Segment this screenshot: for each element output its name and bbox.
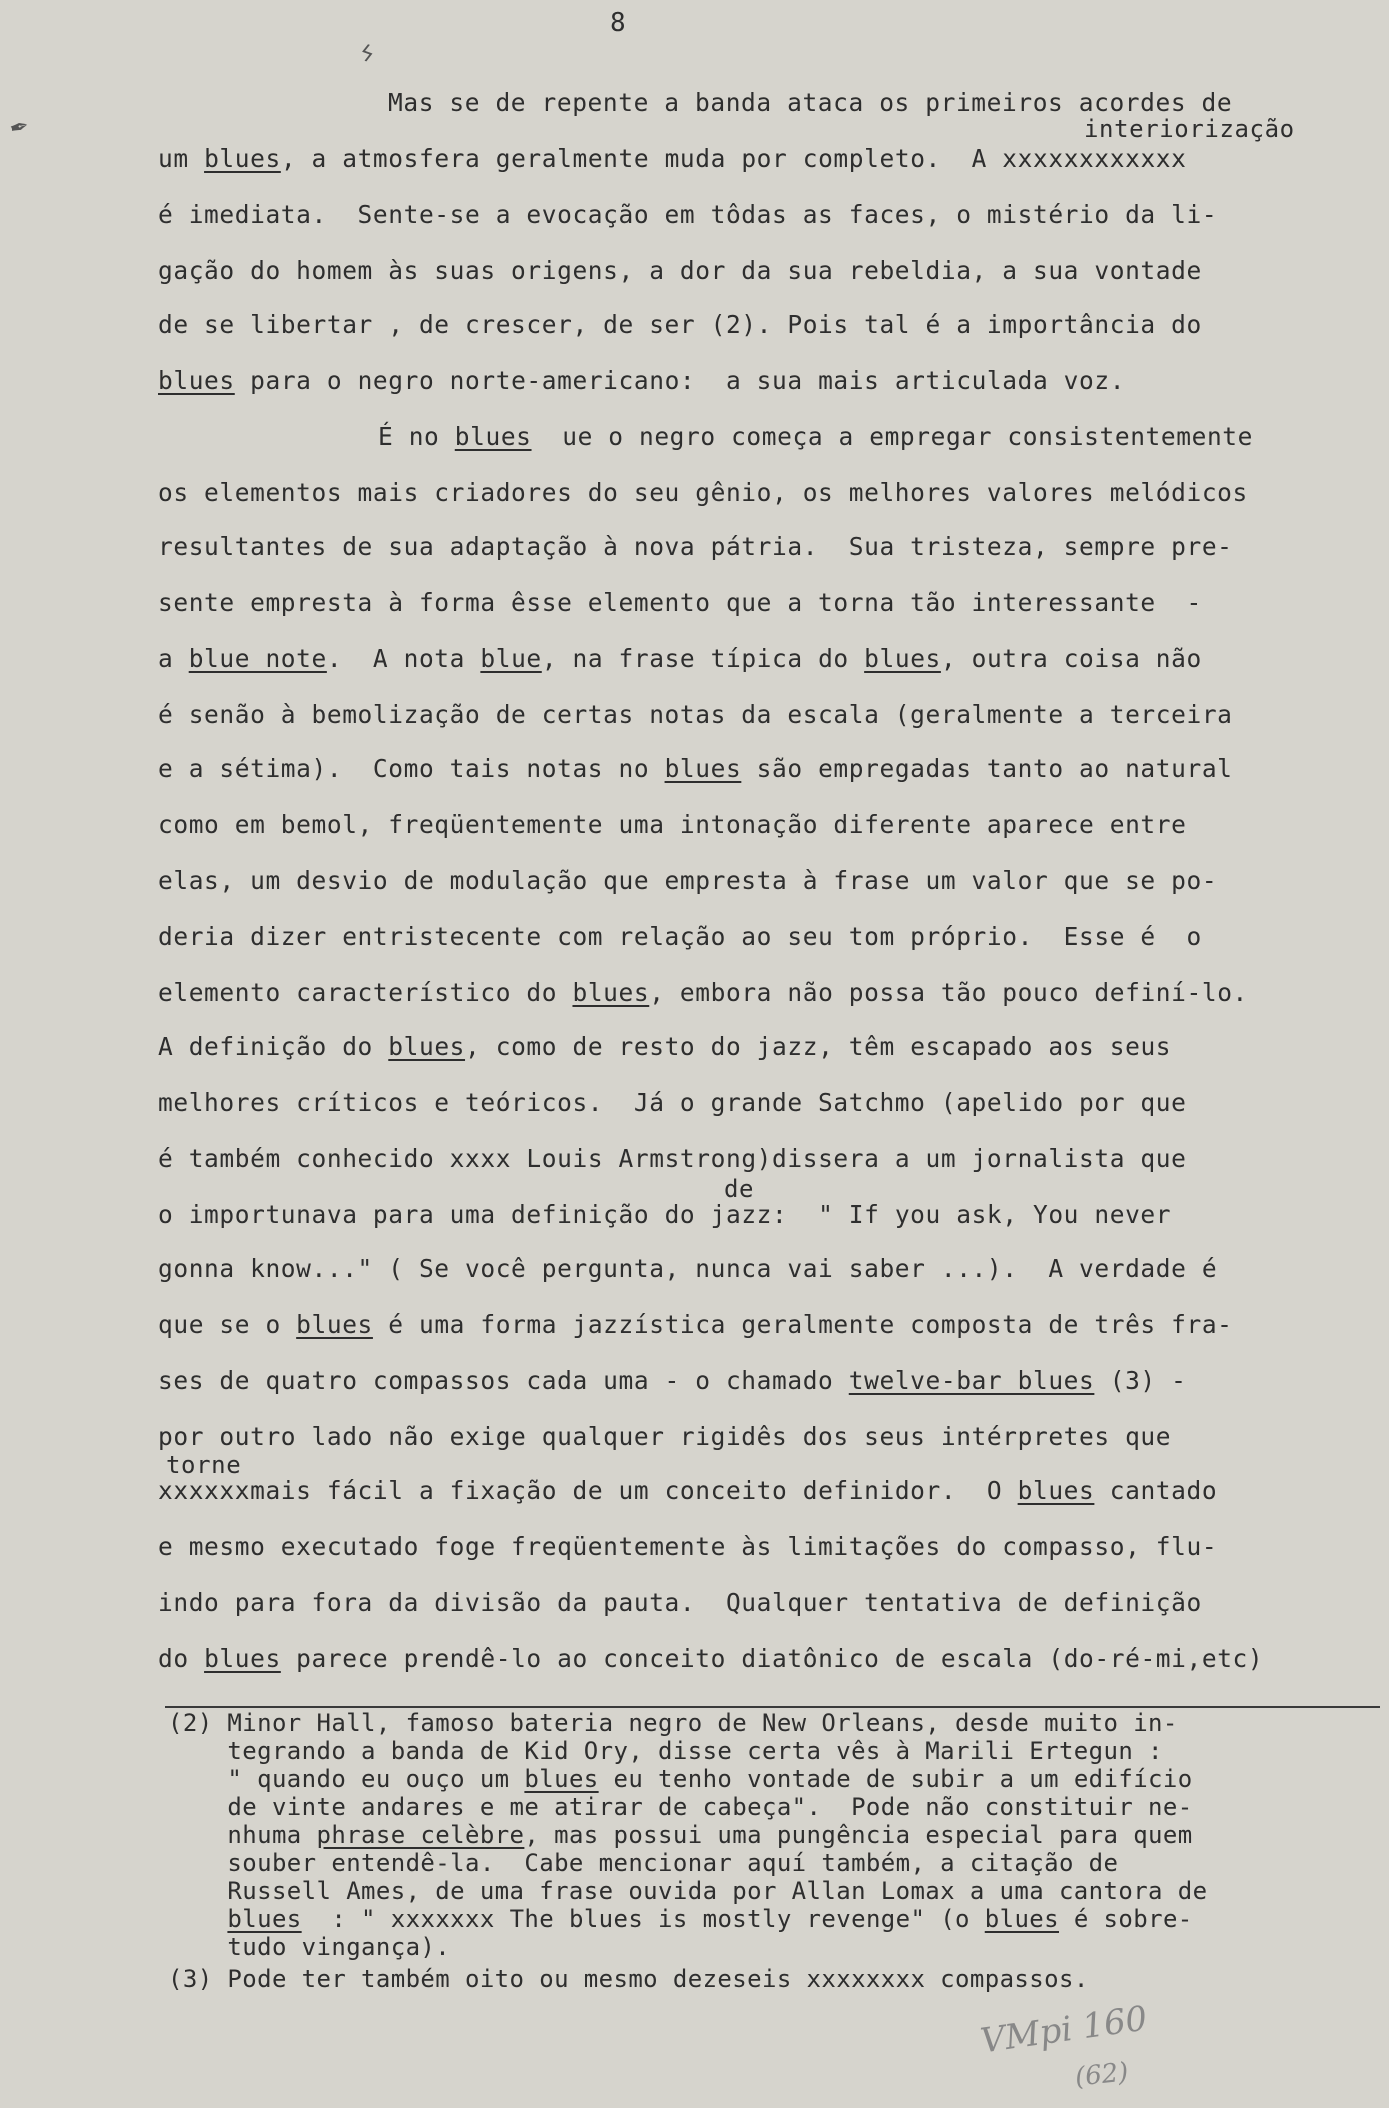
line: elas, um desvio de modulação que empresta à frase um valor que se po- (158, 866, 1218, 895)
line: gonna know..." ( Se você pergunta, nunca vai saber ...). A verdade é (158, 1254, 1218, 1283)
footnote-line: souber entendê-la. Cabe mencionar aquí também, a citação de (168, 1849, 1119, 1877)
handwritten-archive-note: VMpi 160 (978, 1998, 1150, 2062)
line: de se libertar , de crescer, de ser (2). Pois tal é a importância do (158, 310, 1202, 339)
footnote-line: Russell Ames, de uma frase ouvida por Allan Lomax a uma cantora de (168, 1877, 1208, 1905)
line: indo para fora da divisão da pauta. Qualquer tentativa de definição (158, 1588, 1202, 1617)
footnote-line: de vinte andares e me atirar de cabeça". Pode não constituir ne- (168, 1793, 1193, 1821)
strikeout: xxxxxxx (390, 1905, 495, 1933)
footnote-line: nhuma phrase celèbre, mas possui uma pungência especial para quem (168, 1821, 1193, 1849)
line: do blues parece prendê-lo ao conceito diatônico de escala (do-ré-mi,etc) (158, 1644, 1264, 1673)
line: elemento característico do blues, embora não possa tão pouco definí-lo. (158, 978, 1248, 1007)
handwritten-insertion: de (724, 1175, 755, 1203)
line: e a sétima). Como tais notas no blues são empregadas tanto ao natural (158, 754, 1233, 783)
footnote-line: " quando eu ouço um blues eu tenho vontade de subir a um edifício (168, 1765, 1193, 1793)
line: blues para o negro norte-americano: a sua mais articulada voz. (158, 366, 1126, 395)
line: É no blues ue o negro começa a empregar consistentemente (378, 422, 1253, 451)
line: como em bemol, freqüentemente uma intonação diferente aparece entre (158, 810, 1187, 839)
line: deria dizer entristecente com relação ao seu tom próprio. Esse é o (158, 922, 1202, 951)
line: o importunava para uma definição do jazz: " If you ask, You never (158, 1200, 1172, 1229)
page-number: 8 (610, 8, 626, 38)
line: xxxxxxmais fácil a fixação de um conceito definidor. O blues cantado (158, 1476, 1218, 1505)
handwritten-insertion: torne (166, 1451, 242, 1479)
ink-mark-icon: ✒ (6, 106, 31, 143)
strikeout: xxxx (449, 1144, 512, 1173)
line: resultantes de sua adaptação à nova pátria. Sua tristeza, sempre pre- (158, 532, 1233, 561)
line: Mas se de repente a banda ataca os primeiros acordes de (388, 88, 1233, 117)
strikeout: xxxxxx (158, 1476, 251, 1505)
line: melhores críticos e teóricos. Já o grande Satchmo (apelido por que (158, 1088, 1187, 1117)
line: por outro lado não exige qualquer rigidês dos seus intérpretes que (158, 1422, 1172, 1451)
footnote-line: (3) Pode ter também oito ou mesmo dezeseis xxxxxxxx compassos. (168, 1965, 1089, 1993)
footnote-line: tegrando a banda de Kid Ory, disse certa vês à Marili Ertegun : (168, 1737, 1163, 1765)
pencil-tick-icon: ϟ (356, 40, 378, 69)
line: é também conhecido xxxx Louis Armstrong)dissera a um jornalista que (158, 1144, 1187, 1173)
strikeout: xxxxxxxx (806, 1965, 926, 1993)
handwritten-insertion: interiorização (1084, 115, 1295, 143)
handwritten-archive-note-2: (62) (1073, 2057, 1130, 2093)
line: sente empresta à forma êsse elemento que a torna tão interessante - (158, 588, 1202, 617)
strikeout: do (664, 1200, 696, 1229)
line: é imediata. Sente-se a evocação em tôdas as faces, o mistério da li- (158, 200, 1218, 229)
strikeout: xxxxxxxxxxxx (1002, 144, 1187, 173)
footnote-line: blues : " xxxxxxx The blues is mostly revenge" (o blues é sobre- (227, 1905, 1193, 1933)
line: a blue note. A nota blue, na frase típica do blues, outra coisa não (158, 644, 1202, 673)
line: ses de quatro compassos cada uma - o chamado twelve-bar blues (3) - (158, 1366, 1187, 1395)
line: A definição do blues, como de resto do jazz, têm escapado aos seus (158, 1032, 1172, 1061)
line: gação do homem às suas origens, a dor da sua rebeldia, a sua vontade (158, 256, 1202, 285)
footnote-line: (2) Minor Hall, famoso bateria negro de New Orleans, desde muito in- (168, 1709, 1178, 1737)
line: os elementos mais criadores do seu gênio, os melhores valores melódicos (158, 478, 1248, 507)
line: é senão à bemolização de certas notas da escala (geralmente a terceira (158, 700, 1233, 729)
line: que se o blues é uma forma jazzística geralmente composta de três fra- (158, 1310, 1233, 1339)
line: um blues, a atmosfera geralmente muda por completo. A xxxxxxxxxxxx (158, 144, 1187, 173)
footnote-rule (165, 1706, 1380, 1708)
footnote-line: tudo vingança). (168, 1933, 451, 1961)
line: e mesmo executado foge freqüentemente às limitações do compasso, flu- (158, 1532, 1218, 1561)
